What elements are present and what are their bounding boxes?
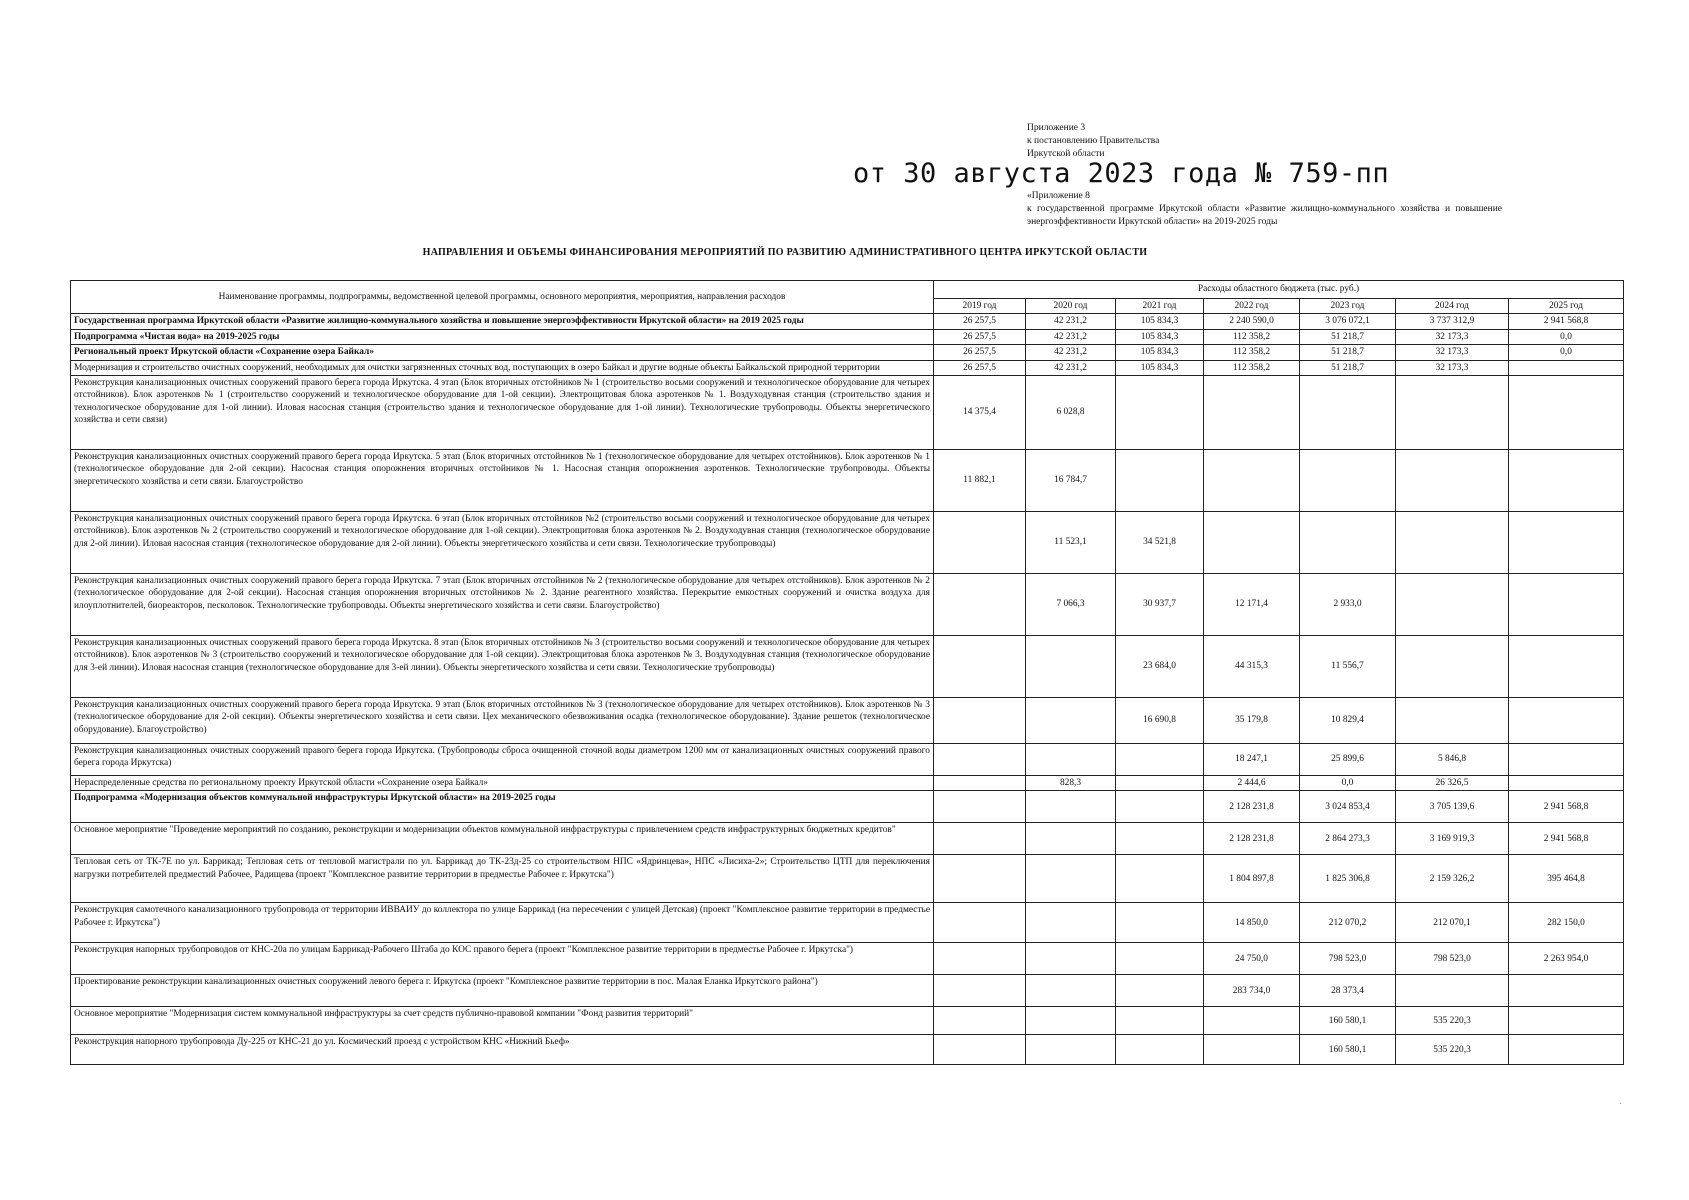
value-cell: 212 070,1 [1396,903,1509,943]
row-name-cell: Реконструкция напорного трубопровода Ду-225 от КНС-21 до ул. Космический проезд с устройством КНС «Нижний Бьеф» [71,1035,934,1065]
value-cell: 2 941 568,8 [1509,823,1624,855]
value-cell [934,744,1026,776]
value-cell: 105 834,3 [1116,345,1204,360]
value-cell [934,823,1026,855]
value-cell [934,698,1026,744]
value-cell [1509,376,1624,450]
value-cell [934,791,1026,823]
value-cell [1026,903,1116,943]
value-cell [1116,1007,1204,1035]
row-name-cell: Реконструкция напорных трубопроводов от КНС-20а по улицам Баррикад-Рабочего Штаба до КОС правого берега (проект "Комплексное развитие территории в предместье Рабочее г. Иркутска") [71,943,934,975]
value-cell [1116,376,1204,450]
value-cell: 2 941 568,8 [1509,314,1624,329]
appendix-subline: «Приложение 8 [1027,191,1090,201]
table-row [71,360,1624,375]
row-name-cell: Региональный проект Иркутской области «Сохранение озера Байкал» [71,345,934,360]
value-cell: 160 580,1 [1300,1007,1396,1035]
value-cell [934,975,1026,1007]
row-name-cell: Модернизация и строительство очистных сооружений, необходимых для очистки загрязненных сточных вод, поступающих в озеро Байкал и другие водные объекты Байкальской природной территории [71,360,934,375]
value-cell [1509,975,1624,1007]
value-cell: 2 933,0 [1300,574,1396,636]
value-cell [1116,975,1204,1007]
value-cell: 112 358,2 [1204,329,1300,344]
value-cell: 16 690,8 [1116,698,1204,744]
value-cell: 535 220,3 [1396,1035,1509,1065]
value-cell [1509,776,1624,791]
value-cell [1396,512,1509,574]
value-cell [1116,823,1204,855]
table-row [71,698,1624,744]
value-cell: 828,3 [1026,776,1116,791]
value-cell: 2 128 231,8 [1204,823,1300,855]
value-cell [1026,1007,1116,1035]
budget-column-header: Расходы областного бюджета (тыс. руб.) [934,281,1624,299]
value-cell: 26 326,5 [1396,776,1509,791]
value-cell: 51 218,7 [1300,329,1396,344]
value-cell [1204,450,1300,512]
value-cell [934,512,1026,574]
name-column-header: Наименование программы, подпрограммы, ведомственной целевой программы, основного мероприятия, мероприятия, направления расходов [71,281,934,314]
value-cell: 2 240 590,0 [1204,314,1300,329]
row-name-cell: Подпрограмма «Модернизация объектов коммунальной инфраструктуры Иркутской области» на 2019-2025 годы [71,791,934,823]
value-cell: 32 173,3 [1396,329,1509,344]
value-cell [1116,1035,1204,1065]
value-cell: 26 257,5 [934,329,1026,344]
value-cell [1116,943,1204,975]
table-row [71,512,1624,574]
table-row [71,855,1624,903]
value-cell [1116,855,1204,903]
value-cell: 283 734,0 [1204,975,1300,1007]
value-cell: 3 076 072,1 [1300,314,1396,329]
value-cell: 105 834,3 [1116,360,1204,375]
value-cell: 395 464,8 [1509,855,1624,903]
value-cell [934,776,1026,791]
value-cell [1026,698,1116,744]
value-cell [1204,512,1300,574]
row-name-cell: Подпрограмма «Чистая вода» на 2019-2025 годы [71,329,934,344]
value-cell: 12 171,4 [1204,574,1300,636]
value-cell [1026,744,1116,776]
value-cell: 26 257,5 [934,345,1026,360]
appendix-subheader [1027,190,1502,229]
value-cell [1204,376,1300,450]
table-row [71,1035,1624,1065]
value-cell: 160 580,1 [1300,1035,1396,1065]
appendix-line: к постановлению Правительства [1027,136,1160,146]
row-name-cell: Реконструкция канализационных очистных сооружений правого берега города Иркутска. 8 этап (Блок вторичных отстойников № 3 (строительство восьми сооружений и технологическое оборудование для четырех отстойников). Блок аэротенков № 3 (строительство сооружений и технологическое оборудование для 1-ой секции). Электрощитовая блока аэротенков № 3. Воздуходувная станция (технологическое оборудование для 3-ей линии). Иловая насосная станция (технологическое оборудование для 3-ей линии). Объекты энергетического хозяйства и сети связи. Технологические трубопроводы) [71,636,934,698]
value-cell: 0,0 [1509,345,1624,360]
value-cell: 1 804 897,8 [1204,855,1300,903]
year-header: 2019 год [934,299,1026,314]
financing-table [70,280,1624,1065]
value-cell: 32 173,3 [1396,345,1509,360]
value-cell [1026,1035,1116,1065]
value-cell [1509,744,1624,776]
row-name-cell: Тепловая сеть от ТК-7Е по ул. Баррикад; Тепловая сеть от тепловой магистрали по ул. Баррикад до ТК-23д-25 со строительством НПС «Ядринцева», НПС «Лисиха-2»; Строительство ЦТП для переключения нагрузки потребителей предместий Рабочее, Радищева (проект "Комплексное развитие территории в предместье Рабочее г. Иркутска") [71,855,934,903]
value-cell [1300,450,1396,512]
value-cell: 282 150,0 [1509,903,1624,943]
value-cell: 23 684,0 [1116,636,1204,698]
row-name-cell: Реконструкция канализационных очистных сооружений правого берега города Иркутска. 6 этап (Блок вторичных отстойников №2 (строительство восьми сооружений и технологическое оборудование для четырех отстойников). Блок аэротенков № 2 (строительство сооружений и технологическое оборудование для 1-ой секции). Электрощитовая блока аэротенков № 2. Воздуходувная станция (технологическое оборудование для 2-ой линии). Иловая насосная станция (технологическое оборудование для 2-ой линии). Объекты энергетического хозяйства и сети связи. Технологические трубопроводы) [71,512,934,574]
value-cell [1396,975,1509,1007]
value-cell: 42 231,2 [1026,314,1116,329]
value-cell: 11 523,1 [1026,512,1116,574]
appendix-line: Приложение 3 [1027,123,1086,133]
value-cell [1116,776,1204,791]
value-cell [1396,376,1509,450]
value-cell [1509,1007,1624,1035]
value-cell: 44 315,3 [1204,636,1300,698]
year-header: 2020 год [1026,299,1116,314]
value-cell: 798 523,0 [1300,943,1396,975]
row-name-cell: Реконструкция канализационных очистных сооружений правого берега города Иркутска. 9 этап (Блок вторичных отстойников № 3 (технологическое оборудование для четырех отстойников). Блок аэротенков № 3 (технологическое оборудование для 2-ой секции). Объекты энергетического хозяйства и сети связи. Цех механического обезвоживания осадка (технологическое оборудование). Здание решеток (технологическое оборудование). Благоустройство) [71,698,934,744]
value-cell [934,1035,1026,1065]
value-cell: 105 834,3 [1116,329,1204,344]
table-row [71,823,1624,855]
value-cell [1116,744,1204,776]
year-header: 2022 год [1204,299,1300,314]
value-cell [1509,512,1624,574]
row-name-cell: Основное мероприятие "Модернизация систем коммунальной инфраструктуры за счет средств публично-правовой компании "Фонд развития территорий" [71,1007,934,1035]
value-cell: 11 882,1 [934,450,1026,512]
value-cell: 26 257,5 [934,360,1026,375]
value-cell: 42 231,2 [1026,345,1116,360]
row-name-cell: Государственная программа Иркутской области «Развитие жилищно-коммунального хозяйства и повышение энергоэффективности Иркутской области» на 2019 2025 годы [71,314,934,329]
row-name-cell: Реконструкция канализационных очистных сооружений правого берега города Иркутска. 5 этап (Блок вторичных отстойников № 1 (технологическое оборудование для четырех отстойников). Блок аэротенков № 1 (технологическое оборудование для 2-ой секции). Насосная станция опорожнения вторичных отстойников № 1. Насосная станция опорожнения аэротенков. Технологические трубопроводы. Объекты энергетического хозяйства и сети связи. Благоустройство [71,450,934,512]
value-cell: 10 829,4 [1300,698,1396,744]
value-cell [934,855,1026,903]
value-cell: 5 846,8 [1396,744,1509,776]
table-row [71,1007,1624,1035]
value-cell: 112 358,2 [1204,345,1300,360]
scan-mark: · [1619,1100,1622,1108]
appendix-line: Иркутской области [1027,149,1105,159]
row-name-cell: Реконструкция канализационных очистных сооружений правого берега города Иркутска. (Трубопроводы сброса очищенной сточной воды диаметром 1200 мм от канализационных очистных сооружений правого берега города Иркутска) [71,744,934,776]
value-cell: 6 028,8 [1026,376,1116,450]
value-cell: 2 444,6 [1204,776,1300,791]
value-cell: 28 373,4 [1300,975,1396,1007]
table-row [71,345,1624,360]
value-cell: 535 220,3 [1396,1007,1509,1035]
value-cell: 3 737 312,9 [1396,314,1509,329]
value-cell [1509,698,1624,744]
value-cell: 2 263 954,0 [1509,943,1624,975]
value-cell: 3 705 139,6 [1396,791,1509,823]
table-row [71,314,1624,329]
table-row [71,776,1624,791]
value-cell [934,1007,1026,1035]
value-cell [1300,376,1396,450]
table-row [71,943,1624,975]
value-cell [1509,574,1624,636]
value-cell [934,574,1026,636]
value-cell: 14 850,0 [1204,903,1300,943]
value-cell [1509,1035,1624,1065]
value-cell: 42 231,2 [1026,360,1116,375]
value-cell: 212 070,2 [1300,903,1396,943]
table-row [71,975,1624,1007]
value-cell: 11 556,7 [1300,636,1396,698]
value-cell [1396,698,1509,744]
value-cell [1300,512,1396,574]
value-cell: 51 218,7 [1300,360,1396,375]
value-cell: 3 169 919,3 [1396,823,1509,855]
value-cell: 0,0 [1509,329,1624,344]
value-cell: 42 231,2 [1026,329,1116,344]
value-cell [1026,791,1116,823]
value-cell [1026,855,1116,903]
value-cell [1509,450,1624,512]
year-header: 2023 год [1300,299,1396,314]
value-cell [1026,636,1116,698]
table-row [71,744,1624,776]
row-name-cell: Основное мероприятие "Проведение мероприятий по созданию, реконструкции и модернизации объектов коммунальной инфраструктуры с привлечением средств инфраструктурных бюджетных кредитов" [71,823,934,855]
value-cell [934,636,1026,698]
value-cell [1116,450,1204,512]
appendix-subline: к государственной программе Иркутской области «Развитие жилищно-коммунального хозяйства и повышение энергоэффективности Иркутской области» на 2019-2025 годы [1027,204,1502,227]
value-cell: 2 159 326,2 [1396,855,1509,903]
year-header: 2021 год [1116,299,1204,314]
table-row [71,376,1624,450]
value-cell [1509,360,1624,375]
value-cell [1396,450,1509,512]
value-cell [1204,1035,1300,1065]
year-header: 2025 год [1509,299,1624,314]
resolution-stamp: от 30 августа 2023 года № 759-пп [853,158,1390,189]
value-cell: 26 257,5 [934,314,1026,329]
value-cell [1396,574,1509,636]
table-row [71,791,1624,823]
value-cell: 32 173,3 [1396,360,1509,375]
value-cell: 18 247,1 [1204,744,1300,776]
value-cell: 30 937,7 [1116,574,1204,636]
value-cell [934,943,1026,975]
table-row [71,636,1624,698]
row-name-cell: Реконструкция самотечного канализационного трубопровода от территории ИВВАИУ до коллектора по улице Баррикад (на пересечении с улицей Детская) (проект "Комплексное развитие территории в предместье Рабочее г. Иркутска") [71,903,934,943]
value-cell: 7 066,3 [1026,574,1116,636]
table-row [71,329,1624,344]
document-title: НАПРАВЛЕНИЯ И ОБЪЕМЫ ФИНАНСИРОВАНИЯ МЕРОПРИЯТИЙ ПО РАЗВИТИЮ АДМИНИСТРАТИВНОГО ЦЕНТРА ИРКУТСКОЙ ОБЛАСТИ [422,247,1148,258]
value-cell: 0,0 [1300,776,1396,791]
value-cell [1509,636,1624,698]
table-row [71,574,1624,636]
value-cell: 16 784,7 [1026,450,1116,512]
value-cell: 3 024 853,4 [1300,791,1396,823]
value-cell [1116,903,1204,943]
table-row [71,450,1624,512]
value-cell: 2 941 568,8 [1509,791,1624,823]
row-name-cell: Реконструкция канализационных очистных сооружений правого берега города Иркутска. 4 этап (Блок вторичных отстойников № 1 (строительство восьми сооружений и технологическое оборудование для четырех отстойников). Блок аэротенков № 1 (строительство сооружений и технологическое оборудование для 1-ой секции). Электрощитовая блока аэротенков № 1. Воздуходувная станция (строительство здания и технологическое оборудование для 1-ой линии). Иловая насосная станция (строительство здания и технологическое оборудование для 1-ой линии). Технологические трубопроводы. Объекты энергетического хозяйства и сети связи) [71,376,934,450]
row-name-cell: Проектирование реконструкции канализационных очистных сооружений левого берега г. Иркутска (проект "Комплексное развитие территории в пос. Малая Еланка Иркутского района") [71,975,934,1007]
row-name-cell: Реконструкция канализационных очистных сооружений правого берега города Иркутска. 7 этап (Блок вторичных отстойников № 2 (технологическое оборудование для четырех отстойников). Блок аэротенков № 2 (технологическое оборудование для 2-ой секции). Насосная станция опорожнения вторичных отстойников № 2. Здание реагентного хозяйства. Перекрытие емкостных сооружений и очистка воздуха для илоуплотнителей, биореакторов, песколовок. Технологические трубопроводы. Объекты энергетического хозяйства и сети связи. Благоустройство) [71,574,934,636]
value-cell: 2 128 231,8 [1204,791,1300,823]
value-cell: 2 864 273,3 [1300,823,1396,855]
appendix-header [1027,122,1159,161]
value-cell [934,903,1026,943]
value-cell: 105 834,3 [1116,314,1204,329]
value-cell: 798 523,0 [1396,943,1509,975]
value-cell: 25 899,6 [1300,744,1396,776]
value-cell: 51 218,7 [1300,345,1396,360]
value-cell [1026,823,1116,855]
value-cell [1204,1007,1300,1035]
value-cell [1026,975,1116,1007]
year-header: 2024 год [1396,299,1509,314]
value-cell [1026,943,1116,975]
value-cell: 24 750,0 [1204,943,1300,975]
value-cell: 14 375,4 [934,376,1026,450]
value-cell: 34 521,8 [1116,512,1204,574]
value-cell: 35 179,8 [1204,698,1300,744]
value-cell [1396,636,1509,698]
row-name-cell: Нераспределенные средства по региональному проекту Иркутской области «Сохранение озера Байкал» [71,776,934,791]
value-cell: 1 825 306,8 [1300,855,1396,903]
value-cell: 112 358,2 [1204,360,1300,375]
value-cell [1116,791,1204,823]
table-row [71,903,1624,943]
